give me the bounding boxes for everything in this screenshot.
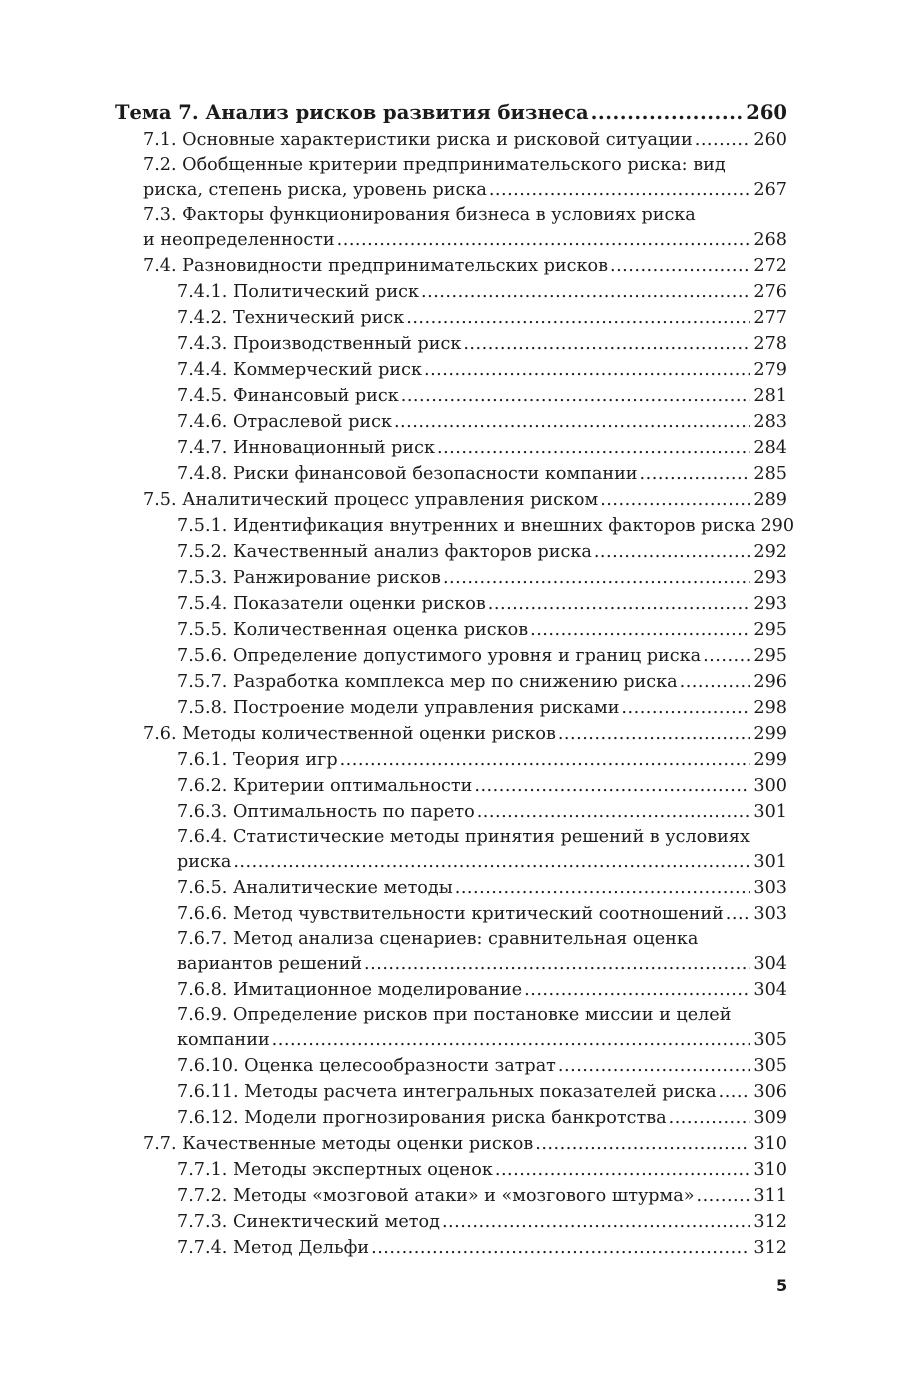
toc-entry-page: 279 — [753, 360, 787, 380]
toc-entry-title: 7.5.1. Идентификация внутренних и внешних факторов риска — [177, 516, 756, 536]
toc-entry-page: 267 — [753, 180, 787, 200]
toc-entry — [0, 1209, 787, 1235]
toc-entry-title: 7.6.3. Оптимальность по парето — [177, 802, 475, 822]
toc-leader-dots — [600, 487, 750, 513]
toc-entry-title: 7.6.10. Оценка целесообразности затрат — [177, 1056, 556, 1076]
toc-entry-page: 309 — [753, 1108, 787, 1128]
toc-entry-title: 7.4.5. Финансовый риск — [177, 386, 399, 406]
toc-entry-title: вариантов решений — [177, 954, 363, 974]
toc-entry-page: 260 — [753, 130, 787, 150]
toc-entry-title-line1: 7.2. Обобщенные критерии предпринимательского риска: вид — [143, 155, 726, 175]
toc-entry — [0, 1003, 787, 1053]
toc-entry-page: 289 — [753, 490, 787, 510]
toc-leader-dots — [364, 951, 750, 977]
toc-entry-page: 311 — [753, 1186, 787, 1206]
toc-leader-dots — [524, 977, 750, 1003]
toc-entry-title-line1: 7.3. Факторы функционирования бизнеса в условиях риска — [143, 205, 696, 225]
toc-entry-title: 7.6.6. Метод чувствительности критический соотношений — [177, 904, 724, 924]
toc-leader-dots — [474, 773, 750, 799]
toc-entry-title: 7.7.3. Синектический метод — [177, 1212, 440, 1232]
toc-entry — [0, 1105, 787, 1131]
toc-leader-dots — [535, 1131, 750, 1157]
toc-entry-title: 7.7. Качественные методы оценки рисков — [143, 1134, 534, 1154]
toc-entry-page: 276 — [753, 282, 787, 302]
toc-entry-title-line1: 7.6.9. Определение рисков при постановке миссии и целей — [177, 1005, 732, 1025]
toc-entry-title: 7.4. Разновидности предпринимательских рисков — [143, 256, 608, 276]
toc-leader-dots — [463, 331, 750, 357]
toc-entry-title: компании — [177, 1030, 270, 1050]
toc-leader-dots — [272, 1027, 751, 1053]
toc-entry-page: 304 — [753, 954, 787, 974]
toc-entry-title: 7.6.12. Модели прогнозирования риска банкротства — [177, 1108, 667, 1128]
toc-entry-title: 7.7.2. Методы «мозговой атаки» и «мозгового штурма» — [177, 1186, 695, 1206]
toc-leader-dots — [594, 539, 751, 565]
toc-entry-page: 303 — [753, 904, 787, 924]
toc-leader-dots — [442, 1209, 750, 1235]
toc-entry — [0, 773, 787, 799]
toc-entry — [0, 1235, 787, 1261]
toc-leader-dots — [610, 253, 750, 279]
toc-entry — [0, 487, 787, 513]
toc-entry — [0, 643, 787, 669]
toc-entry-title: 7.4.4. Коммерческий риск — [177, 360, 422, 380]
toc-entry-page: 312 — [753, 1212, 787, 1232]
toc-entry-title: 7.7.4. Метод Дельфи — [177, 1238, 370, 1258]
toc-entry — [0, 539, 787, 565]
toc-entry-page: 301 — [753, 852, 787, 872]
toc-entry — [0, 747, 787, 773]
toc-entry — [0, 695, 787, 721]
toc-entry-title: риска — [177, 852, 232, 872]
toc-entry-title-line1: 7.6.4. Статистические методы принятия решений в условиях — [177, 827, 750, 847]
toc-entry-title: 7.5.8. Построение модели управления рисками — [177, 698, 620, 718]
toc-entry — [0, 1053, 787, 1079]
toc-entry-title: 7.4.2. Технический риск — [177, 308, 405, 328]
toc-entry-title: 7.4.1. Политический риск — [177, 282, 420, 302]
toc-leader-dots — [697, 1183, 751, 1209]
toc-entry-title: 7.6.1. Теория игр — [177, 750, 338, 770]
toc-entry — [0, 203, 787, 253]
toc-leader-dots — [558, 721, 751, 747]
toc-leader-dots — [680, 669, 751, 695]
toc-entry-page: 304 — [753, 980, 787, 1000]
toc-leader-dots — [424, 357, 750, 383]
toc-entry-page: 268 — [753, 230, 787, 250]
table-of-contents — [0, 99, 900, 1261]
toc-entry-page: 281 — [753, 386, 787, 406]
toc-entry-title: 7.4.8. Риски финансовой безопасности компании — [177, 464, 638, 484]
toc-entry-page: 298 — [753, 698, 787, 718]
toc-entry — [0, 565, 787, 591]
toc-entry-page: 285 — [753, 464, 787, 484]
toc-entry-page: 283 — [753, 412, 787, 432]
toc-entry-page: 295 — [753, 620, 787, 640]
toc-entry — [0, 901, 787, 927]
toc-entry-title-line1: 7.6.7. Метод анализа сценариев: сравнительная оценка — [177, 929, 699, 949]
toc-entry-title: 7.6.8. Имитационное моделирование — [177, 980, 523, 1000]
toc-entry-page: 293 — [753, 568, 787, 588]
toc-entry-page: 299 — [753, 724, 787, 744]
toc-entry-page: 310 — [753, 1134, 787, 1154]
toc-leader-dots — [421, 279, 750, 305]
toc-entry — [0, 409, 787, 435]
toc-entry-title: 7.1. Основные характеристики риска и рисковой ситуации — [143, 130, 693, 150]
toc-entry — [0, 825, 787, 875]
toc-entry — [0, 721, 787, 747]
toc-entry-page: 301 — [753, 802, 787, 822]
toc-leader-dots — [669, 1105, 751, 1131]
toc-leader-dots — [489, 177, 751, 203]
toc-chapter-title: Тема 7. Анализ рисков развития бизнеса — [115, 101, 589, 124]
toc-chapter-page: 260 — [746, 101, 787, 124]
page-number: 5 — [776, 1276, 788, 1295]
toc-entry-page: 292 — [753, 542, 787, 562]
toc-entry — [0, 383, 787, 409]
toc-leader-dots — [495, 1157, 751, 1183]
toc-entry-page: 293 — [753, 594, 787, 614]
toc-chapter — [0, 99, 787, 127]
toc-entry — [0, 1131, 787, 1157]
toc-entry-page: 306 — [753, 1082, 787, 1102]
toc-entry-title: 7.7.1. Методы экспертных оценок — [177, 1160, 493, 1180]
toc-entry — [0, 331, 787, 357]
toc-entry — [0, 875, 787, 901]
toc-entry-title: 7.5.5. Количественная оценка рисков — [177, 620, 529, 640]
toc-entry-page: 305 — [753, 1030, 787, 1050]
toc-leader-dots — [340, 747, 751, 773]
toc-entry-title: 7.4.7. Инновационный риск — [177, 438, 435, 458]
toc-entry-page: 312 — [753, 1238, 787, 1258]
toc-leader-dots — [726, 901, 751, 927]
toc-entry — [0, 461, 787, 487]
toc-entry — [0, 513, 795, 539]
toc-leader-dots — [371, 1235, 750, 1261]
toc-leader-dots — [443, 565, 750, 591]
toc-entry-page: 284 — [753, 438, 787, 458]
toc-entry — [0, 1183, 787, 1209]
toc-entry — [0, 127, 787, 153]
toc-leader-dots — [558, 1053, 750, 1079]
toc-leader-dots — [591, 99, 744, 127]
toc-entry-page: 290 — [760, 516, 795, 536]
toc-entry-page: 300 — [753, 776, 787, 796]
toc-entry-title: 7.5.2. Качественный анализ факторов риска — [177, 542, 592, 562]
toc-leader-dots — [437, 435, 750, 461]
toc-entry — [0, 279, 787, 305]
toc-leader-dots — [394, 409, 750, 435]
toc-entry — [0, 1157, 787, 1183]
toc-entry-page: 310 — [753, 1160, 787, 1180]
toc-entry-title: 7.5.7. Разработка комплекса мер по снижению риска — [177, 672, 678, 692]
toc-entry-title: 7.5.6. Определение допустимого уровня и границ риска — [177, 646, 702, 666]
toc-entry-page: 303 — [753, 878, 787, 898]
toc-entry-page: 272 — [753, 256, 787, 276]
toc-entry-page: 277 — [753, 308, 787, 328]
toc-entry — [0, 799, 787, 825]
toc-entry — [0, 927, 787, 977]
toc-entry-title: 7.6.5. Аналитические методы — [177, 878, 453, 898]
toc-leader-dots — [401, 383, 751, 409]
toc-entry-title: 7.5. Аналитический процесс управления риском — [143, 490, 599, 510]
toc-leader-dots — [406, 305, 750, 331]
toc-entry-title: 7.4.6. Отраслевой риск — [177, 412, 392, 432]
toc-entry — [0, 253, 787, 279]
toc-entry-title: риска, степень риска, уровень риска — [143, 180, 487, 200]
toc-entry — [0, 1079, 787, 1105]
toc-entry — [0, 435, 787, 461]
toc-leader-dots — [477, 799, 751, 825]
toc-leader-dots — [695, 127, 751, 153]
toc-entry-title: 7.6.11. Методы расчета интегральных показателей риска — [177, 1082, 717, 1102]
toc-entry-page: 305 — [753, 1056, 787, 1076]
toc-leader-dots — [233, 849, 750, 875]
toc-entry — [0, 669, 787, 695]
toc-entry-page: 296 — [753, 672, 787, 692]
toc-leader-dots — [455, 875, 751, 901]
toc-leader-dots — [337, 227, 751, 253]
toc-entry — [0, 591, 787, 617]
toc-entry-title: 7.5.4. Показатели оценки рисков — [177, 594, 486, 614]
toc-entry-list — [0, 127, 900, 1261]
toc-leader-dots — [530, 617, 750, 643]
toc-leader-dots — [703, 643, 750, 669]
toc-leader-dots — [640, 461, 751, 487]
toc-entry-title: 7.6.2. Критерии оптимальности — [177, 776, 473, 796]
toc-entry — [0, 153, 787, 203]
toc-entry — [0, 617, 787, 643]
toc-entry-page: 295 — [753, 646, 787, 666]
toc-entry — [0, 357, 787, 383]
toc-entry-title: 7.6. Методы количественной оценки рисков — [143, 724, 556, 744]
toc-entry-page: 299 — [753, 750, 787, 770]
toc-entry-title: 7.4.3. Производственный риск — [177, 334, 462, 354]
toc-entry-page: 278 — [753, 334, 787, 354]
toc-leader-dots — [621, 695, 750, 721]
toc-entry-title: 7.5.3. Ранжирование рисков — [177, 568, 441, 588]
toc-entry — [0, 305, 787, 331]
toc-entry-title: и неопределенности — [143, 230, 335, 250]
toc-entry — [0, 977, 787, 1003]
toc-leader-dots — [488, 591, 751, 617]
toc-leader-dots — [719, 1079, 751, 1105]
